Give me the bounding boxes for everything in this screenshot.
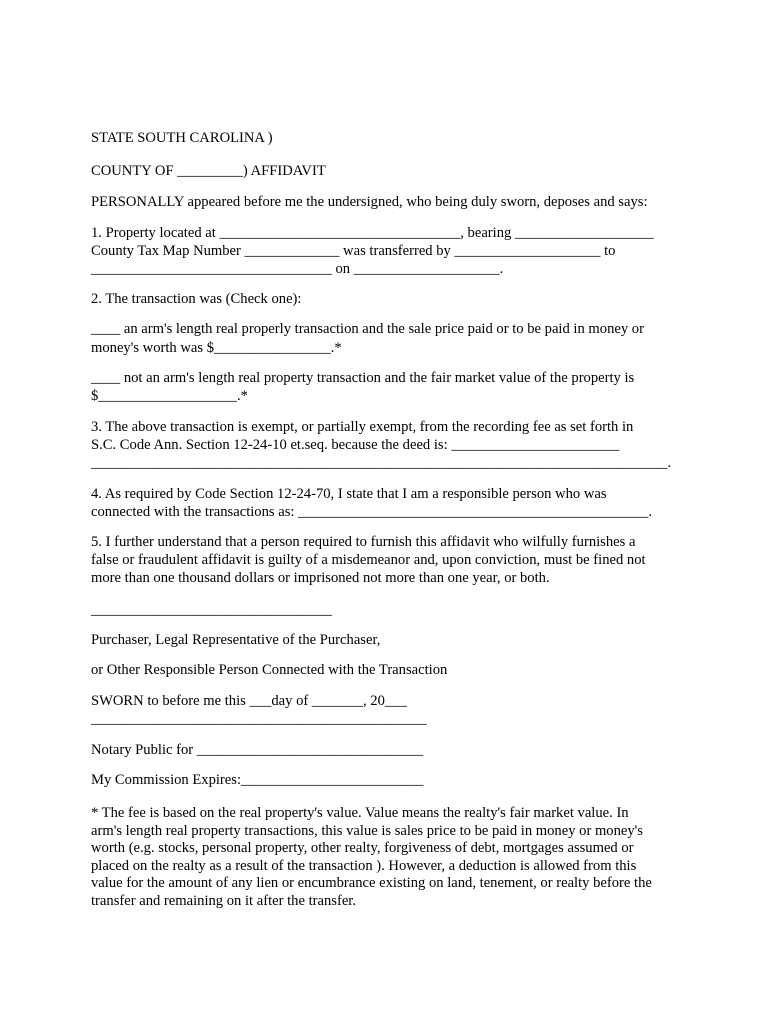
notary-public-line: Notary Public for _______________________________	[91, 742, 423, 758]
item3-line3: _______________________________________________________________________________.	[91, 455, 672, 471]
responsible-person-caption: or Other Responsible Person Connected with the Transaction	[91, 662, 448, 678]
item5-line3: more than one thousand dollars or imprisoned not more than one year, or both.	[91, 570, 550, 586]
item1-line1: 1. Property located at _________________________________, bearing ___________________	[91, 225, 654, 241]
footnote-line4: placed on the realty as a result of the transaction ). However, a deduction is allowed from this	[91, 858, 637, 874]
county-heading: COUNTY OF _________) AFFIDAVIT	[91, 163, 326, 179]
option-b-line2: $___________________.*	[91, 388, 248, 404]
option-a-line1: ____ an arm's length real properly transaction and the sale price paid or to be paid in money or	[91, 321, 644, 337]
footnote-line2: arm's length real property transactions, this value is sales price to be paid in money or money's	[91, 823, 643, 839]
option-a-line2: money's worth was $________________.*	[91, 340, 342, 356]
signature-line: _________________________________	[91, 602, 332, 618]
footnote-line5: value for the amount of any lien or encumbrance existing on land, tenement, or realty before the	[91, 875, 652, 891]
item1-line2: County Tax Map Number _____________ was transferred by ____________________ to	[91, 243, 616, 259]
state-heading: STATE SOUTH CAROLINA )	[91, 130, 273, 146]
intro-paragraph: PERSONALLY appeared before me the undersigned, who being duly sworn, deposes and says:	[91, 194, 648, 210]
item3-line2: S.C. Code Ann. Section 12-24-10 et.seq. because the deed is: _______________________	[91, 437, 620, 453]
option-b-line1: ____ not an arm's length real property transaction and the fair market value of the property is	[91, 370, 635, 386]
purchaser-caption: Purchaser, Legal Representative of the Purchaser,	[91, 632, 381, 648]
commission-expires-line: My Commission Expires:_________________________	[91, 772, 424, 788]
item4-line2: connected with the transactions as: ________________________________________________.	[91, 504, 652, 520]
item5-line2: false or fraudulent affidavit is guilty of a misdemeanor and, upon conviction, must be fined not	[91, 552, 646, 568]
footnote-line1: * The fee is based on the real property's value. Value means the realty's fair market value. In	[91, 805, 629, 821]
sworn-underline: ______________________________________________	[91, 711, 427, 727]
item1-line3: _________________________________ on ____________________.	[91, 261, 504, 277]
item5-line1: 5. I further understand that a person required to furnish this affidavit who wilfully furnishes a	[91, 534, 636, 550]
footnote-line6: transfer and remaining on it after the transfer.	[91, 893, 357, 909]
item4-line1: 4. As required by Code Section 12-24-70, I state that I am a responsible person who was	[91, 486, 607, 502]
item3-line1: 3. The above transaction is exempt, or partially exempt, from the recording fee as set forth in	[91, 419, 634, 435]
item2-heading: 2. The transaction was (Check one):	[91, 291, 302, 307]
sworn-line: SWORN to before me this ___day of _______, 20___	[91, 693, 407, 709]
footnote-line3: worth (e.g. stocks, personal property, other realty, forgiveness of debt, mortgages assumed or	[91, 840, 634, 856]
